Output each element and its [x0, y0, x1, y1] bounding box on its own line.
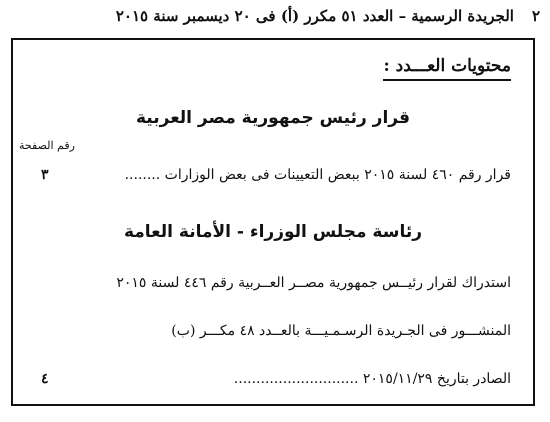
entry-page-number: ٤: [41, 371, 49, 387]
entry-text-correction-line-1: استدراك لقرار رئيــس جمهورية مصــر العــربية رقم ٤٤٦ لسنة ٢٠١٥: [116, 275, 511, 291]
running-header: [40, 4, 540, 28]
header-title: الجريدة الرسمية – العدد ٥١ مكرر (أ) فى ٢٠ ديسمبر سنة ٢٠١٥: [115, 7, 514, 25]
page-column-label: رقم الصفحة: [19, 139, 75, 152]
contents-title: محتويات العـــدد :: [383, 54, 511, 81]
header-page-number: ٢: [531, 7, 540, 25]
section-heading-cabinet-secretariat: رئاسة مجلس الوزراء - الأمانة العامة: [123, 222, 423, 242]
section-heading-presidential-decree: قرار رئيس جمهورية مصر العربية: [135, 108, 410, 128]
entry-text-correction-line-2: المنشـــور فى الجـريدة الرسـمـيـــة بالعــدد ٤٨ مكـــر (ب): [171, 323, 511, 339]
contents-frame: [11, 38, 535, 406]
entry-text-decree-460: قرار رقم ٤٦٠ لسنة ٢٠١٥ ببعض التعيينات فى بعض الوزارات ........: [124, 167, 511, 183]
entry-text-correction-line-3: الصادر بتاريخ ٢٠١٥/١١/٢٩ ............................: [233, 371, 511, 387]
entry-page-number: ٣: [41, 167, 49, 183]
